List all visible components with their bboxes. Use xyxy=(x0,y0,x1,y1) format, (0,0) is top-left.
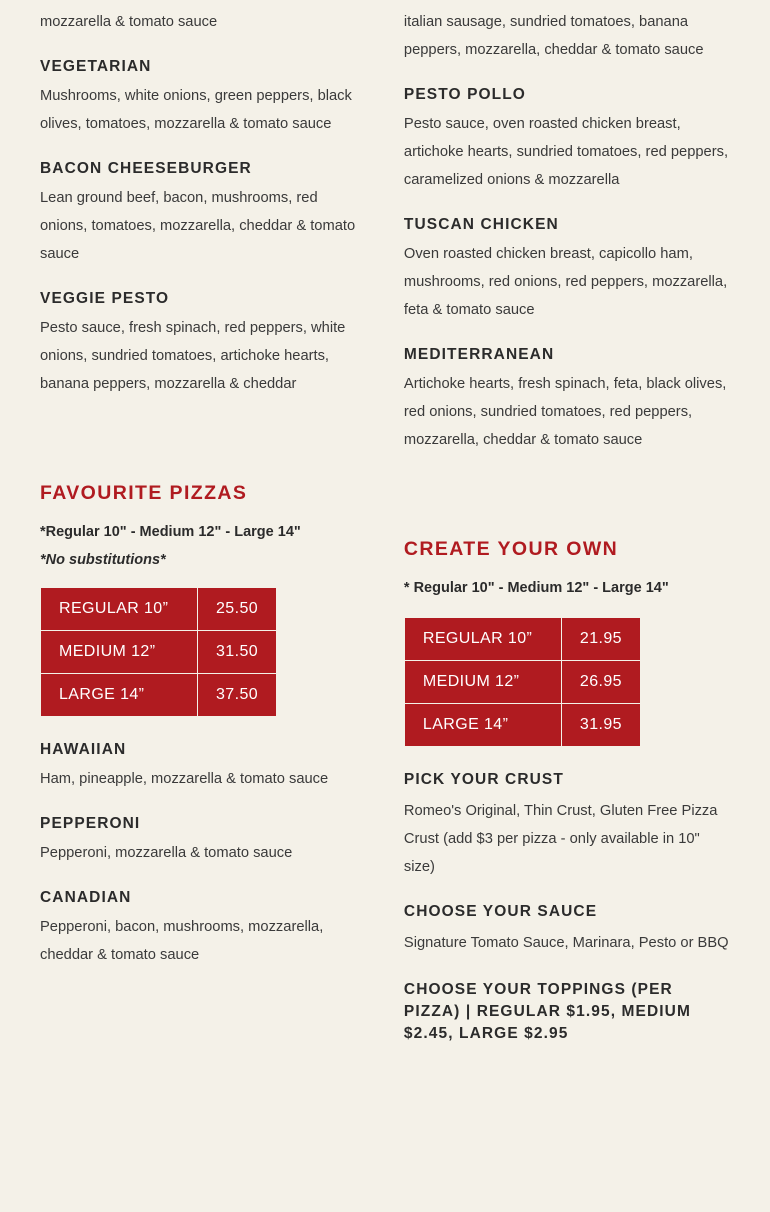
table-row xyxy=(41,674,277,717)
item-description: Mushrooms, white onions, green peppers, black olives, tomatoes, mozzarella & tomato sauce xyxy=(40,88,352,132)
right-column xyxy=(404,0,730,1045)
item-title: BACON CHEESEBURGER xyxy=(40,160,252,177)
price-value: 31.95 xyxy=(561,704,640,747)
choose-your-sauce-block xyxy=(404,903,730,957)
toppings-heading-line-1: CHOOSE YOUR TOPPINGS (PER xyxy=(403,981,673,998)
price-size: MEDIUM 12” xyxy=(41,631,198,674)
price-value: 25.50 xyxy=(198,588,277,631)
pick-your-crust-block xyxy=(404,771,730,881)
item-title: TUSCAN CHICKEN xyxy=(403,216,559,233)
price-value: 21.95 xyxy=(561,618,640,661)
table-row xyxy=(404,618,640,661)
table-row xyxy=(41,631,277,674)
subsection-heading: CHOOSE YOUR SAUCE xyxy=(403,903,598,920)
item-description: Oven roasted chicken breast, capicollo ham, mushrooms, red onions, red peppers, mozzarella, feta & tomato sauce xyxy=(403,246,728,318)
price-size: LARGE 14” xyxy=(404,704,561,747)
menu-item-veggie-pesto xyxy=(40,290,366,398)
menu-item-tuscan-chicken xyxy=(404,216,730,324)
favourite-size-note: *Regular 10" - Medium 12" - Large 14" xyxy=(40,524,301,540)
price-size: LARGE 14” xyxy=(41,674,198,717)
table-row xyxy=(41,588,277,631)
item-description: Pesto sauce, oven roasted chicken breast, artichoke hearts, sundried tomatoes, red peppers, caramelized onions & mozzarella xyxy=(403,116,729,188)
price-value: 37.50 xyxy=(198,674,277,717)
favourite-price-table xyxy=(40,587,277,717)
menu-item-canadian xyxy=(40,889,366,969)
section-spacer xyxy=(404,476,730,538)
price-value: 26.95 xyxy=(561,661,640,704)
section-title-favourite-pizzas: FAVOURITE PIZZAS xyxy=(40,482,248,504)
section-spacer xyxy=(40,420,366,482)
item-title: VEGETARIAN xyxy=(40,58,152,75)
item-title: HAWAIIAN xyxy=(40,741,127,758)
item-description: Pepperoni, mozzarella & tomato sauce xyxy=(40,845,293,861)
item-title: VEGGIE PESTO xyxy=(40,290,170,307)
left-top-partial-description: mozzarella & tomato sauce xyxy=(40,14,218,30)
right-top-partial-description: italian sausage, sundried tomatoes, banana peppers, mozzarella, cheddar & tomato sauce xyxy=(403,14,704,58)
item-title: CANADIAN xyxy=(40,889,132,906)
item-description: Pesto sauce, fresh spinach, red peppers, white onions, sundried tomatoes, artichoke hearts, banana peppers, mozzarella & cheddar xyxy=(40,320,346,392)
subsection-text: Signature Tomato Sauce, Marinara, Pesto or BBQ xyxy=(403,935,729,951)
create-your-own-section xyxy=(404,538,730,1045)
toppings-heading-line-3: $2.45, LARGE $2.95 xyxy=(403,1025,569,1042)
column-gutter xyxy=(366,0,404,1045)
item-title: PEPPERONI xyxy=(40,815,141,832)
menu-item-hawaiian xyxy=(40,741,366,793)
create-size-note: * Regular 10" - Medium 12" - Large 14" xyxy=(403,580,669,596)
choose-your-toppings-block xyxy=(404,979,730,1045)
item-title: PESTO POLLO xyxy=(403,86,526,103)
section-title-create-your-own: CREATE YOUR OWN xyxy=(403,538,619,560)
price-size: REGULAR 10” xyxy=(41,588,198,631)
item-description: Lean ground beef, bacon, mushrooms, red onions, tomatoes, mozzarella, cheddar & tomato sauce xyxy=(40,190,356,262)
menu-item-bacon-cheeseburger xyxy=(40,160,366,268)
price-value: 31.50 xyxy=(198,631,277,674)
item-description: Artichoke hearts, fresh spinach, feta, black olives, red onions, sundried tomatoes, red peppers, mozzarella, cheddar & tomato sauce xyxy=(403,376,727,448)
item-description: Ham, pineapple, mozzarella & tomato sauce xyxy=(40,771,329,787)
subsection-text: Romeo's Original, Thin Crust, Gluten Free Pizza Crust (add $3 per pizza - only available in 10" size) xyxy=(403,803,718,875)
subsection-heading: PICK YOUR CRUST xyxy=(403,771,564,788)
price-size: MEDIUM 12” xyxy=(404,661,561,704)
price-size: REGULAR 10” xyxy=(404,618,561,661)
menu-item-pesto-pollo xyxy=(404,86,730,194)
favourite-substitution-note: *No substitutions* xyxy=(40,552,166,568)
left-column xyxy=(40,0,366,1045)
toppings-heading-line-2: PIZZA) | REGULAR $1.95, MEDIUM xyxy=(403,1003,691,1020)
favourite-pizzas-section xyxy=(40,482,366,969)
create-price-table xyxy=(404,617,641,747)
table-row xyxy=(404,704,640,747)
menu-item-mediterranean xyxy=(404,346,730,454)
table-row xyxy=(404,661,640,704)
menu-item-vegetarian xyxy=(40,58,366,138)
item-title: MEDITERRANEAN xyxy=(403,346,555,363)
menu-item-pepperoni xyxy=(40,815,366,867)
item-description: Pepperoni, bacon, mushrooms, mozzarella, cheddar & tomato sauce xyxy=(40,919,324,963)
